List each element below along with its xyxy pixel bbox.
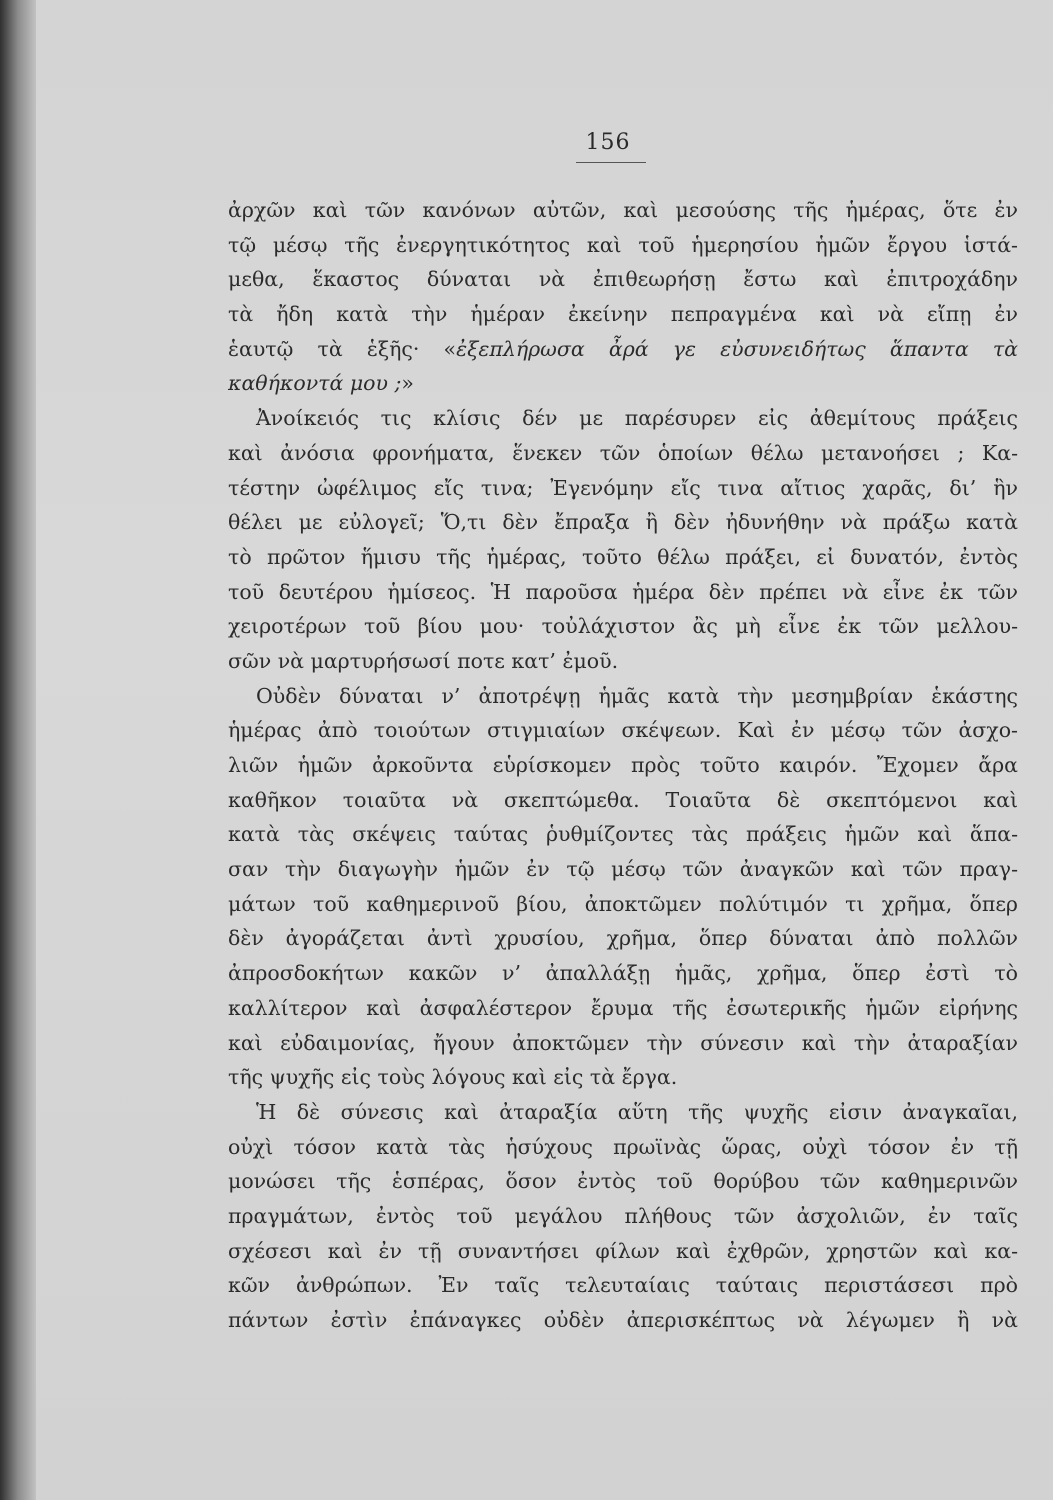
text-line: θέλει με εὐλογεῖ; Ὅ,τι δὲν ἔπραξα ἢ δὲν ἠδυνήθην νὰ πράξω κατὰ [228,510,1018,535]
text-line: οὐχὶ τόσον κατὰ τὰς ἡσύχους πρωϊνὰς ὥρας, οὐχὶ τόσον ἐν τῇ [228,1134,1018,1159]
text-line: μονώσει τῆς ἑσπέρας, ὅσον ἐντὸς τοῦ θορύβου τῶν καθημερινῶν [228,1169,1018,1194]
text-line: σῶν νὰ μαρτυρήσωσί ποτε κατ’ ἐμοῦ. [228,648,619,673]
text-segment: » [401,371,414,396]
text-line: τὰ ἤδη κατὰ τὴν ἡμέραν ἐκείνην πεπραγμένα καὶ νὰ εἴπῃ ἐν [228,302,1018,327]
text-line: πάντων ἐστὶν ἐπάναγκες οὐδὲν ἀπερισκέπτως νὰ λέγωμεν ἢ νὰ [228,1308,1018,1332]
text-line: Οὐδὲν δύναται ν’ ἀποτρέψῃ ἡμᾶς κατὰ τὴν μεσημβρίαν ἑκάστης [256,683,1018,708]
text-line: λιῶν ἡμῶν ἀρκοῦντα εὑρίσκομεν πρὸς τοῦτο καιρόν. Ἔχομεν ἄρα [228,753,1018,777]
body-text [228,193,1018,1338]
text-line: κῶν ἀνθρώπων. Ἐν ταῖς τελευταίαις ταύταις περιστάσεσι πρὸ [228,1273,1018,1298]
text-line: ἡμέρας ἀπὸ τοιούτων στιγμιαίων σκέψεων. Καὶ ἐν μέσῳ τῶν ἀσχο- [228,718,1018,743]
text-line: τὸ πρῶτον ἥμισυ τῆς ἡμέρας, τοῦτο θέλω πράξει, εἰ δυνατόν, ἐντὸς [228,544,1018,569]
text-line: δὲν ἀγοράζεται ἀντὶ χρυσίου, χρῆμα, ὅπερ δύναται ἀπὸ πολλῶν [228,926,1018,951]
text-line: τῷ μέσῳ τῆς ἐνεργητικότητος καὶ τοῦ ἡμερησίου ἡμῶν ἔργου ἱστά- [228,232,1018,257]
text-line: Ἡ δὲ σύνεσις καὶ ἀταραξία αὕτη τῆς ψυχῆς εἰσιν ἀναγκαῖαι, [256,1099,1018,1124]
text-line: καὶ εὐδαιμονίας, ἤγουν ἀποκτῶμεν τὴν σύνεσιν καὶ τὴν ἀταραξίαν [228,1030,1018,1055]
text-line: ἀρχῶν καὶ τῶν κανόνων αὐτῶν, καὶ μεσούσης τῆς ἡμέρας, ὅτε ἐν [228,198,1018,222]
text-segment: ἑαυτῷ τὰ ἑξῆς· « [228,336,457,361]
text-line: πραγμάτων, ἐντὸς τοῦ μεγάλου πλήθους τῶν ἀσχολιῶν, ἐν ταῖς [228,1203,1018,1228]
text-line: τῆς ψυχῆς εἰς τοὺς λόγους καὶ εἰς τὰ ἔργα. [228,1065,678,1090]
text-line: χειροτέρων τοῦ βίου μου· τοὐλάχιστον ἂς μὴ εἶνε ἐκ τῶν μελλου- [228,614,1018,639]
text-line: τοῦ δευτέρου ἡμίσεος. Ἡ παροῦσα ἡμέρα δὲν πρέπει νὰ εἶνε ἐκ τῶν [228,579,1018,604]
text-line [228,366,1018,401]
page-number: 156 [585,130,631,155]
text-line: κατὰ τὰς σκέψεις ταύτας ῥυθμίζοντες τὰς πράξεις ἡμῶν καὶ ἅπα- [228,822,1018,847]
text-line: καθῆκον τοιαῦτα νὰ σκεπτώμεθα. Τοιαῦτα δὲ σκεπτόμενοι καὶ [228,787,1018,812]
italic-quote-segment: ἐξεπλήρωσα ἆρά γε εὐσυνειδήτως ἅπαντα τὰ [456,336,1018,361]
italic-quote-segment: καθήκοντά μου ; [228,371,402,396]
text-line: σαν τὴν διαγωγὴν ἡμῶν ἐν τῷ μέσῳ τῶν ἀναγκῶν καὶ τῶν πραγ- [228,857,1018,882]
text-line: μεθα, ἕκαστος δύναται νὰ ἐπιθεωρήσῃ ἔστω καὶ ἐπιτροχάδην [228,267,1018,292]
text-line: μάτων τοῦ καθημερινοῦ βίου, ἀποκτῶμεν πολύτιμόν τι χρῆμα, ὅπερ [228,891,1018,916]
text-line: Ἀνοίκειός τις κλίσις δέν με παρέσυρεν εἰς ἀθεμίτους πράξεις [256,406,1018,431]
text-line: ἀπροσδοκήτων κακῶν ν’ ἀπαλλάξῃ ἡμᾶς, χρῆμα, ὅπερ ἐστὶ τὸ [228,961,1018,986]
text-line: τέστην ὠφέλιμος εἴς τινα; Ἐγενόμην εἴς τινα αἴτιος χαρᾶς, δι’ ἣν [228,475,1018,500]
page-number-rule [576,162,646,163]
text-line: καλλίτερον καὶ ἀσφαλέστερον ἔρυμα τῆς ἐσωτερικῆς ἡμῶν εἰρήνης [228,995,1018,1020]
text-line: καὶ ἀνόσια φρονήματα, ἕνεκεν τῶν ὁποίων θέλω μετανοήσει ; Κα- [228,440,1018,465]
text-line: σχέσεσι καὶ ἐν τῇ συναντήσει φίλων καὶ ἐχθρῶν, χρηστῶν καὶ κα- [228,1238,1018,1263]
text-line [228,332,1018,367]
